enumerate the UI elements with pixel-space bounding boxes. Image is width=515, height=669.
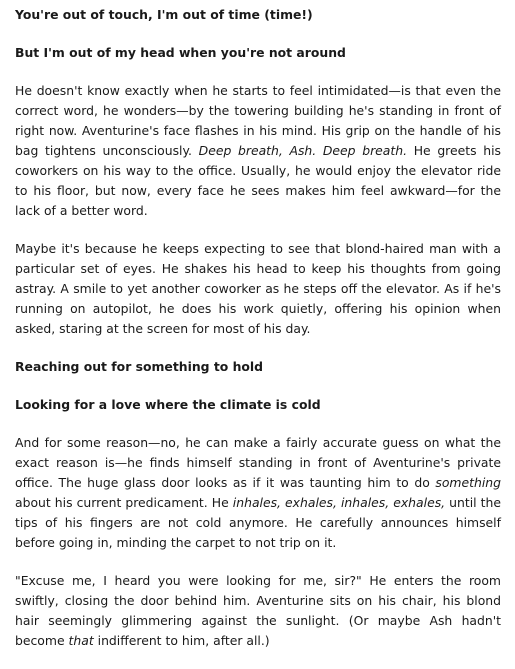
lyric-line-3: Reaching out for something to hold — [15, 359, 264, 374]
lyric-line-1: You're out of touch, I'm out of time (time!) — [15, 7, 313, 22]
text-run: Maybe it's because he keeps expecting to see that blond-haired man with a particular set of eyes. He shakes his head to keep his thoughts from going astray. A smile to yet another coworker as he steps off the elevator. As if he's running on autopilot, he does his work quietly, offering his opinion when asked, staring at the screen for most of his day. — [15, 241, 501, 336]
lyric-line-4: Looking for a love where the climate is cold — [15, 397, 321, 412]
italic-text-run: something — [435, 475, 501, 490]
paragraph-1 — [15, 81, 501, 221]
text-run: He doesn't know exactly when he starts to feel intimidated—is that even the correct word, he wonders—by the towering building he's standing in front of right now. Aventurine's face flashes in his mind. His grip on the handle of his bag tightens unconsciously. — [15, 83, 501, 158]
italic-text-run: Deep breath, Ash. Deep breath. — [198, 143, 408, 158]
document-page — [15, 5, 501, 669]
italic-text-run: inhales, exhales, inhales, exhales, — [232, 495, 446, 510]
paragraph-2 — [15, 239, 501, 339]
paragraph-4 — [15, 571, 501, 651]
italic-text-run: that — [68, 633, 94, 648]
text-run: And for some reason—no, he can make a fairly accurate guess on what the exact reason is—he finds himself standing in front of Aventurine's private office. The huge glass door looks as if it was taunting him to do — [15, 435, 501, 490]
text-run: indifferent to him, after all.) — [93, 633, 270, 648]
text-run: about his current predicament. He — [15, 495, 233, 510]
paragraph-3 — [15, 433, 501, 553]
lyric-line-2: But I'm out of my head when you're not around — [15, 45, 346, 60]
text-run: He greets his coworkers on his way to the office. Usually, he would enjoy the elevator ride to his floor, but now, every face he sees makes him feel awkward—for the lack of a better word. — [15, 143, 501, 218]
text-run: until the tips of his fingers are not cold anymore. He carefully announces himself before going in, minding the carpet to not trip on it. — [15, 495, 501, 550]
text-run: "Excuse me, I heard you were looking for me, sir?" He enters the room swiftly, closing the door behind him. Aventurine sits on his chair, his blond hair seemingly glimmering against the sunlight. (Or maybe Ash hadn't become — [15, 573, 501, 648]
